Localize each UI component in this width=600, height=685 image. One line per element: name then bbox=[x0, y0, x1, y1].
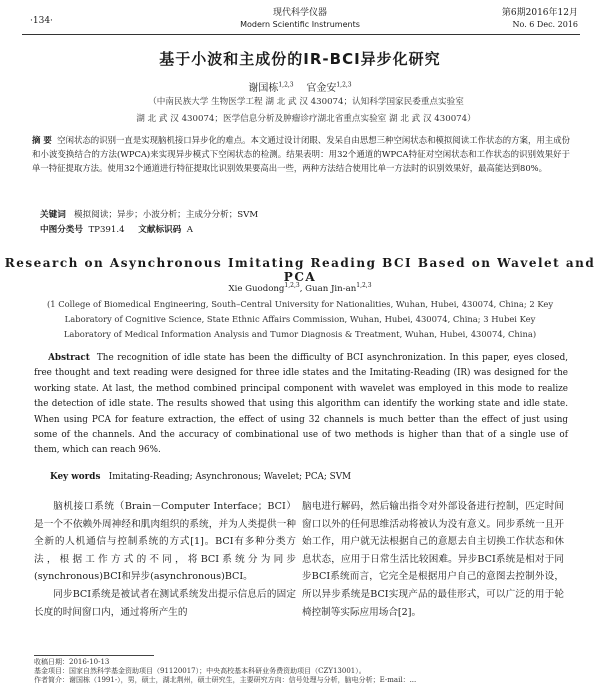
footnotes bbox=[34, 658, 574, 685]
author-1-cn: 谢国栋 bbox=[248, 83, 279, 94]
abstract-cn-label: 摘 要 bbox=[32, 135, 52, 145]
author-1-en-sup: 1,2,3 bbox=[284, 282, 300, 289]
page-number: ·134· bbox=[30, 16, 53, 26]
journal-name-en: Modern Scientific Instruments bbox=[240, 20, 360, 29]
issue-info bbox=[502, 8, 578, 30]
keywords-en-text: Imitating-Reading; Asynchronous; Wavelet; PCA; SVM bbox=[108, 472, 352, 482]
keywords-cn-label: 关键词 bbox=[40, 210, 66, 220]
affiliation-en: (1 College of Biomedical Engineering, South–Central University for Nationalities, Wuhan, Hubei, 430074, China; 2 Key Laboratory of Cognitive Science, State Ethnic Affairs Commission, Wuhan, Hubei, 430074, China; 3 Hubei Key Laboratory of Medical Information Analysis and Tumor Diagnosis & Treatment, Wuhan, Hubei, 430074, China) bbox=[46, 299, 554, 339]
footnote-author: 作者简介：谢国栋（1991-），男，硕士，湖北荆州，硕士研究生，主要研究方向：信号处理与分析，脑电分析；E-mail：... bbox=[34, 676, 417, 684]
body-paragraph: 脑电进行解码，然后输出指令对外部设备进行控制，匹定时间窗口以外的任何思维活动将被认为没有意义。同步系统一且开始工作，用户就无法根据自己的意愿去自主切换工作状态和休息状态，应用于日常生活比较困难。异步BCI系统是相对于同步BCI系统而言，它完全是根据用户自己的意图去控制外设，所以异步系统是BCI实现产品的最佳形式，可以广泛的用于轮椅控制等实际应用场合[2]。 bbox=[302, 501, 564, 618]
footnote-rule bbox=[34, 655, 154, 656]
body-paragraph: 脑机接口系统（Brain－Computer Interface；BCI）是一个不依赖外周神经和肌肉组织的系统，并为人类提供一种全新的人机通信与控制系统的方式[1]。BCI有多种分类方法，根据工作方式的不同，将BCI系统分为同步(synchronous)BCI和异步(asynchronous)BCI。 bbox=[34, 501, 296, 583]
body-column-left bbox=[34, 498, 296, 621]
keywords-en bbox=[50, 472, 351, 482]
body-column-right bbox=[302, 498, 564, 621]
doccode-label: 文献标识码 bbox=[138, 225, 182, 235]
author-2-cn-sup: 1,2,3 bbox=[336, 81, 352, 89]
abstract-cn bbox=[32, 133, 570, 175]
author-2-en-sup: 1,2,3 bbox=[356, 282, 372, 289]
doccode-value: A bbox=[186, 225, 193, 235]
author-1-cn-sup: 1,2,3 bbox=[278, 81, 294, 89]
keywords-cn-text: 模拟阅读；异步；小波分析；主成分分析；SVM bbox=[74, 210, 259, 220]
author-2-en: Guan Jin-an bbox=[305, 283, 357, 294]
abstract-en bbox=[34, 351, 568, 459]
issue-en: No. 6 Dec. 2016 bbox=[512, 20, 578, 29]
affiliation-cn-line1: （中南民族大学 生物医学工程 湖 北 武 汉 430074；认知科学国家民委重点实验室 bbox=[148, 97, 464, 107]
footnote-funding: 基金项目：国家自然科学基金资助项目（91120017）；中央高校基本科研业务费资助项目（CZY13001）。 bbox=[34, 667, 366, 675]
page-header bbox=[0, 0, 600, 30]
header-rule bbox=[22, 34, 580, 35]
author-1-en: Xie Guodong bbox=[228, 283, 285, 294]
abstract-cn-text: 空闲状态的识别一直是实现脑机接口异步化的难点。本文通过设计闭眼、发呆自由思想三种空闲状态和模拟阅读工作状态的方案，用主成份和小波变换结合的方法(WPCA)来实现异步模式下空闲状态的检测。结果表明：用32个通道的WPCA特征对空闲状态和工作状态的识别效果好于单一特征提取方法。使用32个通道进行特征提取比识别效果要高出一些，两种方法结合使用比单一方法时的识别效果好，最高能达到80%。 bbox=[32, 135, 570, 173]
abstract-en-text: The recognition of idle state has been the difficulty of BCI asynchronization. In this paper, eyes closed, free thought and text reading were designed for three idle states and the Imitating-Reading (IR) was designed for the working state. At last, the method combined principal component with wavelet was employed in this mode to realize the detection of idle state. The results showed that using this algorithm can identify the working state and idle state. When using PCA for feature extraction, the effect of using 32 channels is much better than the effect of just using some of the channels. And the accuracy of combinational use of two methods is higher than that of a single use of them, which can reach 96%. bbox=[34, 353, 568, 456]
issue-cn: 第6期2016年12月 bbox=[501, 8, 578, 18]
authors-cn bbox=[0, 79, 600, 94]
affiliation-cn bbox=[56, 94, 556, 128]
class-label: 中图分类号 bbox=[40, 225, 83, 235]
keywords-cn bbox=[40, 208, 258, 220]
body-paragraph: 同步BCI系统是被试者在测试系统发出提示信息后的固定长度的时间窗口内，通过将所产生的 bbox=[34, 588, 296, 618]
footnote-received: 收稿日期：2016-10-13 bbox=[34, 658, 110, 666]
class-value: TP391.4 bbox=[88, 225, 125, 235]
journal-name-cn: 现代科学仪器 bbox=[272, 8, 327, 18]
classification bbox=[40, 223, 193, 235]
abstract-en-label: Abstract bbox=[48, 353, 90, 363]
authors-en: Xie Guodong$^{1,2,3}$, Guan Jin-an$^{1,2,3}$ bbox=[228, 282, 372, 294]
author-2-cn: 官金安 bbox=[306, 83, 337, 94]
affiliation-cn-line2: 湖 北 武 汉 430074；医学信息分析及肿瘤诊疗湖北省重点实验室 湖 北 武 汉 430074） bbox=[136, 114, 476, 124]
paper-title-en: Research on Asynchronous Imitating Reading BCI Based on Wavelet and PCA bbox=[4, 256, 596, 284]
keywords-en-label: Key words bbox=[50, 472, 101, 482]
paper-title-cn: 基于小波和主成份的IR-BCI异步化研究 bbox=[159, 50, 441, 68]
